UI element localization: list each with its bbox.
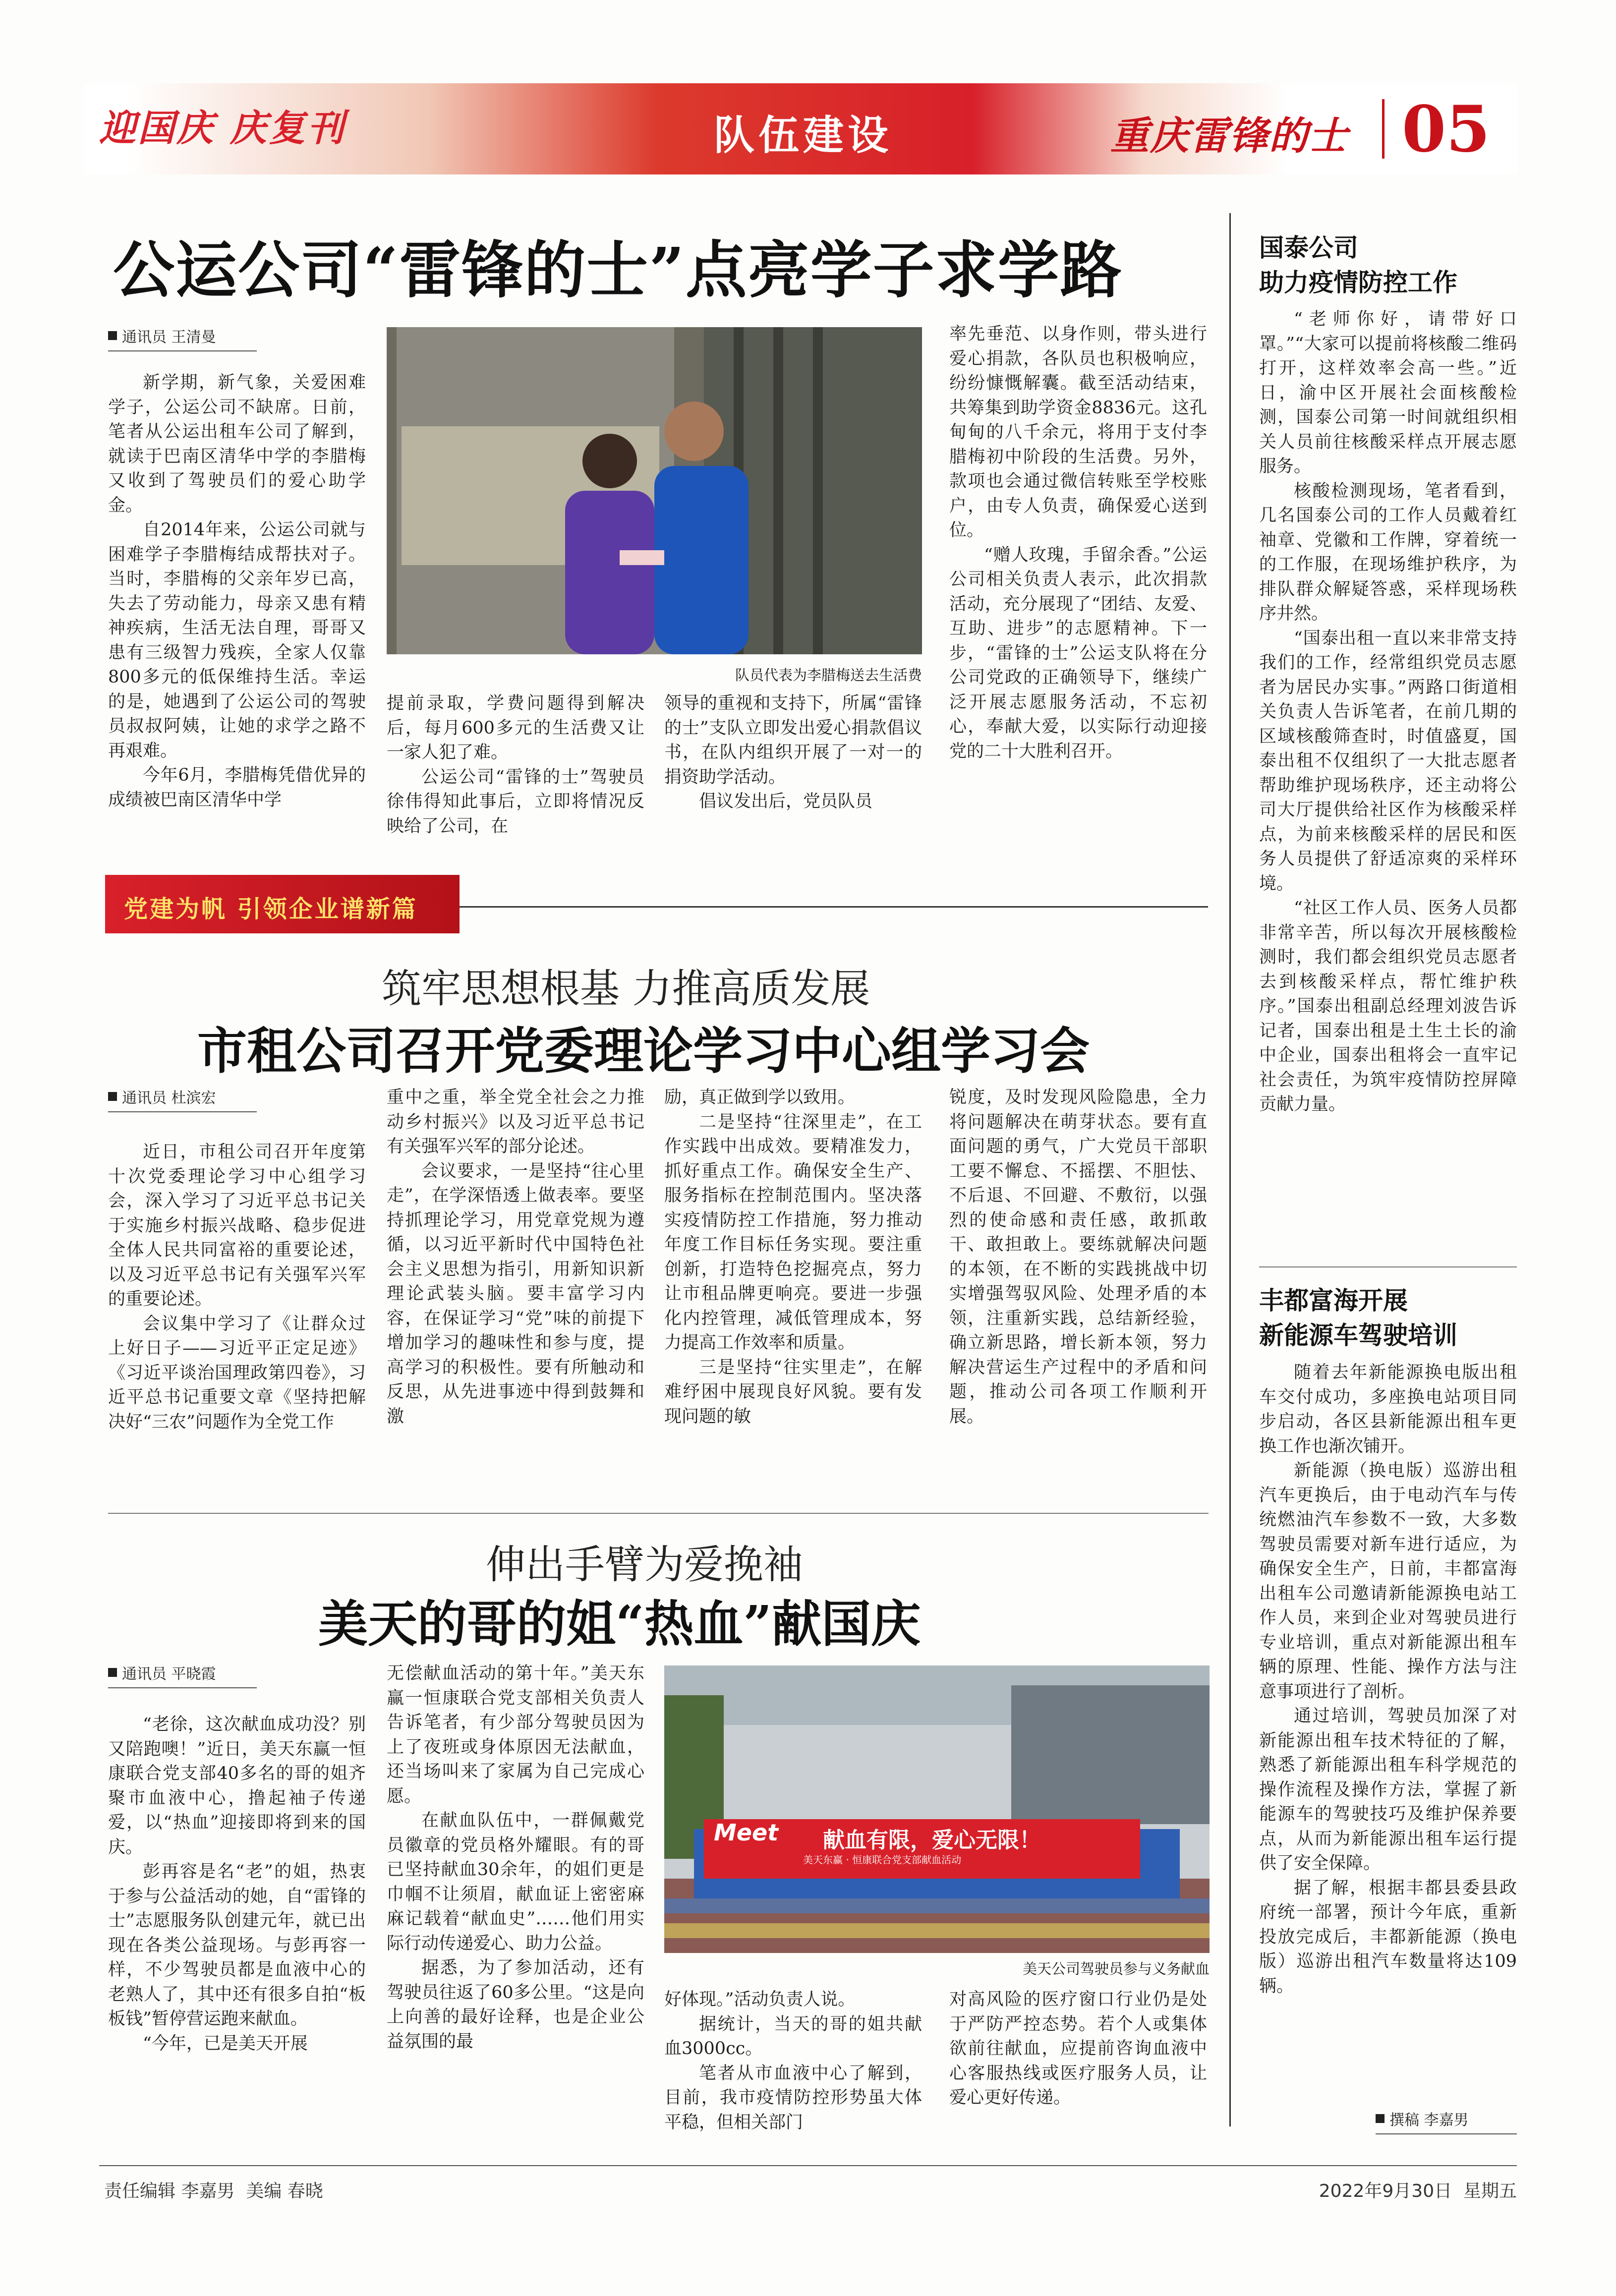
article1-col3: [664, 691, 922, 814]
paragraph: “赠人玫瑰，手留余香。”公运公司相关负责人表示，此次捐款活动，充分展现了“团结、友爱、互助、进步”的志愿精神。下一步，“雷锋的士”公运支队将在分公司党政的正确领导下，继续广泛开展志愿服务活动，不忘初心，奉献大爱，以实际行动迎接党的二十大胜利召开。: [949, 545, 1207, 761]
paragraph: 笔者从市血液中心了解到，目前，我市疫情防控形势虽大体平稳，但相关部门: [664, 2063, 922, 2132]
paragraph: 对高风险的医疗窗口行业仍是处于严防严控态势。若个人或集体欲前往献血，应提前咨询血液中心客服热线或医疗服务人员，让爱心更好传递。: [949, 1990, 1207, 2108]
article2-col3: [664, 1086, 922, 1429]
article1-photo-caption: 队员代表为李腊梅送去生活费: [735, 667, 922, 684]
photo-student-driver: [387, 327, 922, 654]
sidebar-separator: [1259, 1266, 1517, 1267]
byline-text: 通讯员 王清曼: [122, 329, 216, 346]
paragraph: 彭再容是名“老”的姐，热衷于参与公益活动的她，自“雷锋的士”志愿服务队创建元年，就已出现在各类公益现场。与彭再容一样，不少驾驶员都是血液中心的老熟人了，其中还有很多自拍“板板钱”暂停营运跑来献血。: [108, 1862, 366, 2029]
article3-subtitle: 伸出手臂为爱挽袖: [486, 1542, 803, 1588]
article3-col2: [387, 1662, 644, 2054]
article1-col4: [949, 322, 1207, 764]
paragraph: 重中之重，举全党全社会之力推动乡村振兴》以及习近平总书记有关强军兴军的部分论述。: [387, 1088, 644, 1156]
paragraph: “老师你好，请带好口罩。”“大家可以提前将核酸二维码打开，这样效率会高一些。”近日，渝中区开展社会面核酸检测，国泰公司第一时间就组织相关人员前往核酸采样点开展志愿服务。: [1259, 309, 1517, 476]
article2-title: 市租公司召开党委理论学习中心组学习会: [197, 1022, 1090, 1080]
photo-blood-donation-group: [664, 1665, 1210, 1953]
paragraph: 好体现。”活动负责人说。: [664, 1990, 856, 2009]
paragraph: 率先垂范、以身作则，带头进行爱心捐款，各队员也积极响应，纷纷慷慨解囊。截至活动结束，共筹集到助学资金8836元。这孔甸甸的八千余元，将用于支付李腊梅初中阶段的生活费。另外，款项也会通过微信转账至学校账户，由专人负责，确保爱心送到位。: [949, 324, 1207, 540]
article3-col3: [664, 1988, 922, 2135]
paragraph: 据统计，当天的哥的姐共献血3000cc。: [664, 2014, 922, 2059]
article2-col4: [949, 1086, 1207, 1429]
byline-marker: [108, 331, 117, 340]
paragraph: “老徐，这次献血成功没？别又陪跑噢！”近日，美天东赢一恒康联合党支部40多名的哥的姐齐聚市血液中心，撸起袖子传递爱，以“热血”迎接即将到来的国庆。: [108, 1715, 366, 1857]
paragraph: 今年6月，李腊梅凭借优异的成绩被巴南区清华中学: [108, 765, 366, 810]
article3-photo: [664, 1665, 1210, 1953]
paragraph: 通过培训，驾驶员加深了对新能源出租车技术特征的了解，熟悉了新能源出租车科学规范的操作流程及操作方法，掌握了新能源车的驾驶技巧及维护保养要点，从而为新能源出租车运行提供了安全保障。: [1259, 1706, 1517, 1873]
photo-banner-text: 献血有限，爱心无限！: [823, 1828, 1041, 1853]
article2-col2: [387, 1086, 644, 1429]
article3-title: 美天的哥的姐“热血”献国庆: [318, 1595, 921, 1653]
masthead-logo: 重庆雷锋的士: [1110, 114, 1349, 159]
article1-byline: [108, 325, 257, 346]
paragraph: 领导的重视和支持下，所属“雷锋的士”支队立即发出爱心捐款倡议书，在队内组织开展了一对一的捐资助学活动。: [664, 693, 922, 787]
paragraph: 在献血队伍中，一群佩戴党员徽章的党员格外耀眼。有的哥已坚持献血30余年，的姐们更是巾帼不让须眉，献血证上密密麻麻记载着“献血史”……他们用实际行动传递爱心、助力公益。: [387, 1811, 644, 1953]
paragraph: 随着去年新能源换电版出租车交付成功，多座换电站项目同步启动，各区县新能源出租车更换工作也渐次铺开。: [1259, 1363, 1517, 1456]
sidebar-byline: [1376, 2108, 1517, 2129]
sidebar-title2: 助力疫情防控工作: [1259, 268, 1457, 297]
article1-title: 公运公司“雷锋的士”点亮学子求学路: [113, 234, 1123, 306]
paragraph: 锐度，及时发现风险隐患，全力将问题解决在萌芽状态。要有直面问题的勇气，广大党员干部职工要不懈怠、不摇摆、不胆怯、不后退、不回避、不敷衍，以强烈的使命感和责任感，敢抓敢干、敢担敢上。要练就解决问题的本领，在不断的实践挑战中切实增强驾驭风险、处理矛盾的本领，注重新实践，总结新经验，确立新思路，增长新本领，努力解决营运生产过程中的矛盾和问题，推动公司各项工作顺利开展。: [949, 1088, 1207, 1427]
paragraph: 据了解，根据丰都县委县政府统一部署，预计今年底，重新投放完成后，丰都新能源（换电版）巡游出租汽车数量将达109辆。: [1259, 1878, 1517, 1996]
paragraph: 会议集中学习了《让群众过上好日子——习近平正定足迹》《习近平谈治国理政第四卷》，习近平总书记重要文章《坚持把解决好“三农”问题作为全党工作: [108, 1314, 366, 1432]
article3-byline: [108, 1662, 257, 1683]
paragraph: 核酸检测现场，笔者看到，几名国泰公司的工作人员戴着红袖章、党徽和工作牌，穿着统一的工作服，在现场维护秩序，为排队群众解疑答惑，采样现场秩序井然。: [1259, 481, 1517, 624]
paragraph: 公运公司“雷锋的士”驾驶员徐伟得知此事后，立即将情况反映给了公司，在: [387, 767, 644, 836]
footer-editors: 责任编辑 李嘉男 美编 春晓: [104, 2181, 323, 2201]
sidebar-title3: 丰都富海开展: [1259, 1286, 1408, 1315]
article3-col4: [949, 1988, 1207, 2111]
article3-photo-caption: 美天公司驾驶员参与义务献血: [1022, 1960, 1210, 1977]
article1-col1: [108, 371, 366, 812]
footer-date: 2022年9月30日 星期五: [1319, 2181, 1517, 2201]
article2-subtitle: 筑牢思想根基 力推高质发展: [382, 966, 870, 1012]
sidebar-title1: 国泰公司: [1259, 233, 1358, 262]
paragraph: 倡议发出后，党员队员: [699, 792, 873, 811]
header-slogan: 迎国庆 庆复刊: [99, 107, 346, 150]
paragraph: 新能源（换电版）巡游出租汽车更换后，由于电动汽车与传统燃油汽车参数不一致，大多数驾驶员需要对新车进行适应，为确保安全生产，日前，丰都富海出租车公司邀请新能源换电站工作人员，来到企业对驾驶员进行专业培训，重点对新能源出租车辆的原理、性能、操作方法与注意事项进行了剖析。: [1259, 1461, 1517, 1702]
sidebar-title4: 新能源车驾驶培训: [1259, 1321, 1457, 1350]
byline-marker: [108, 1668, 117, 1677]
article1-photo: [387, 327, 922, 654]
paragraph: 提前录取，学费问题得到解决后，每月600多元的生活费又让一家人犯了难。: [387, 693, 644, 762]
sidebar-divider: [1229, 213, 1231, 2126]
paragraph: “社区工作人员、医务人员都非常辛苦，所以每次开展核酸检测时，我们都会组织党员志愿者去到核酸采样点，帮忙维护秩序。”国泰出租副总经理刘波告诉记者，国泰出租是土生土长的渝中企业，国泰出租将会一直牢记社会责任，为筑牢疫情防控屏障贡献力量。: [1259, 898, 1517, 1114]
byline-marker: [1376, 2114, 1385, 2123]
paragraph: 自2014年来，公运公司就与困难学子李腊梅结成帮扶对子。当时，李腊梅的父亲年岁已高，失去了劳动能力，母亲又患有精神疾病，生活无法自理，哥哥又患有三级智力残疾，全家人仅靠800多元的低保维持生活。幸运的是，她遇到了公运公司的驾驶员叔叔阿姨，让她的求学之路不再艰难。: [108, 520, 366, 761]
article2-byline: [108, 1086, 257, 1107]
paragraph: 无偿献血活动的第十年。”美天东赢一恒康联合党支部相关负责人告诉笔者，有少部分驾驶员因为上了夜班或身体原因无法献血，还当场叫来了家属为自己完成心愿。: [387, 1664, 644, 1806]
article2-bottom-rule: [108, 1513, 1209, 1514]
page-number: 05: [1402, 92, 1491, 167]
section-title: 队伍建设: [714, 112, 893, 159]
banner-label: 党建为帆 引领企业谱新篇: [124, 895, 418, 923]
photo-logo: Meet: [714, 1819, 779, 1846]
article2-col1: [108, 1140, 366, 1435]
paragraph: 近日，市租公司召开年度第十次党委理论学习中心组学习会，深入学习了习近平总书记关于实施乡村振兴战略、稳步促进全体人民共同富裕的重要论述，以及习近平总书记有关强军兴军的重要论述。: [108, 1142, 366, 1309]
paragraph: 励，真正做到学以致用。: [664, 1088, 856, 1107]
sidebar-article1: [1259, 307, 1517, 1117]
sidebar-article2: [1259, 1361, 1517, 1999]
banner-rule: [460, 906, 1208, 908]
footer-rule: [99, 2165, 1517, 2166]
byline-text: 通讯员 平晓霞: [122, 1665, 216, 1683]
paragraph: 二是坚持“往深里走”，在工作实践中出成效。要精准发力，抓好重点工作。确保安全生产、服务指标在控制范围内。坚决落实疫情防控工作措施，努力推动年度工作目标任务实现。要注重创新，打造特色挖掘亮点，努力让市租品牌更响亮。要进一步强化内控管理，减低管理成本，努力提高工作效率和质量。: [664, 1112, 922, 1353]
photo-banner-sub: 美天东赢 · 恒康联合党支部献血活动: [803, 1854, 962, 1866]
paragraph: 三是坚持“往实里走”，在解难纾困中展现良好风貌。要有发现问题的敏: [664, 1357, 922, 1427]
header-divider: [1382, 99, 1385, 159]
paragraph: “国泰出租一直以来非常支持我们的工作，经常组织党员志愿者为居民办实事。”两路口街道相关负责人告诉笔者，在前几期的区域核酸筛查时，时值盛夏，国泰出租不仅组织了一大批志愿者帮助维护现场秩序，还主动将公司大厅提供给社区作为核酸采样点，为前来核酸采样的居民和医务人员提供了舒适凉爽的采样环境。: [1259, 628, 1517, 894]
paragraph: 会议要求，一是坚持“往心里走”，在学深悟透上做表率。要坚持抓理论学习，用党章党规为遵循，以习近平新时代中国特色社会主义思想为指引，用新知识新理论武装头脑。要丰富学习内容，在保证学习“党”味的前提下增加学习的趣味性和参与度，提高学习的积极性。要有所触动和反思，从先进事迹中得到鼓舞和激: [387, 1161, 644, 1427]
byline-text: 撰稿 李嘉男: [1389, 2112, 1469, 2129]
byline-text: 通讯员 杜滨宏: [122, 1090, 216, 1107]
paragraph: 新学期，新气象，关爱困难学子，公运公司不缺席。日前，笔者从公运出租车公司了解到，就读于巴南区清华中学的李腊梅又收到了驾驶员们的爱心助学金。: [108, 373, 366, 516]
paragraph: 据悉，为了参加活动，还有驾驶员往返了60多公里。“这是向上向善的最好诠释，也是企业公益氛围的最: [387, 1958, 644, 2052]
article3-col1: [108, 1713, 366, 2056]
byline-marker: [108, 1092, 117, 1101]
article1-col2: [387, 691, 644, 839]
paragraph: “今年，已是美天开展: [143, 2033, 308, 2054]
